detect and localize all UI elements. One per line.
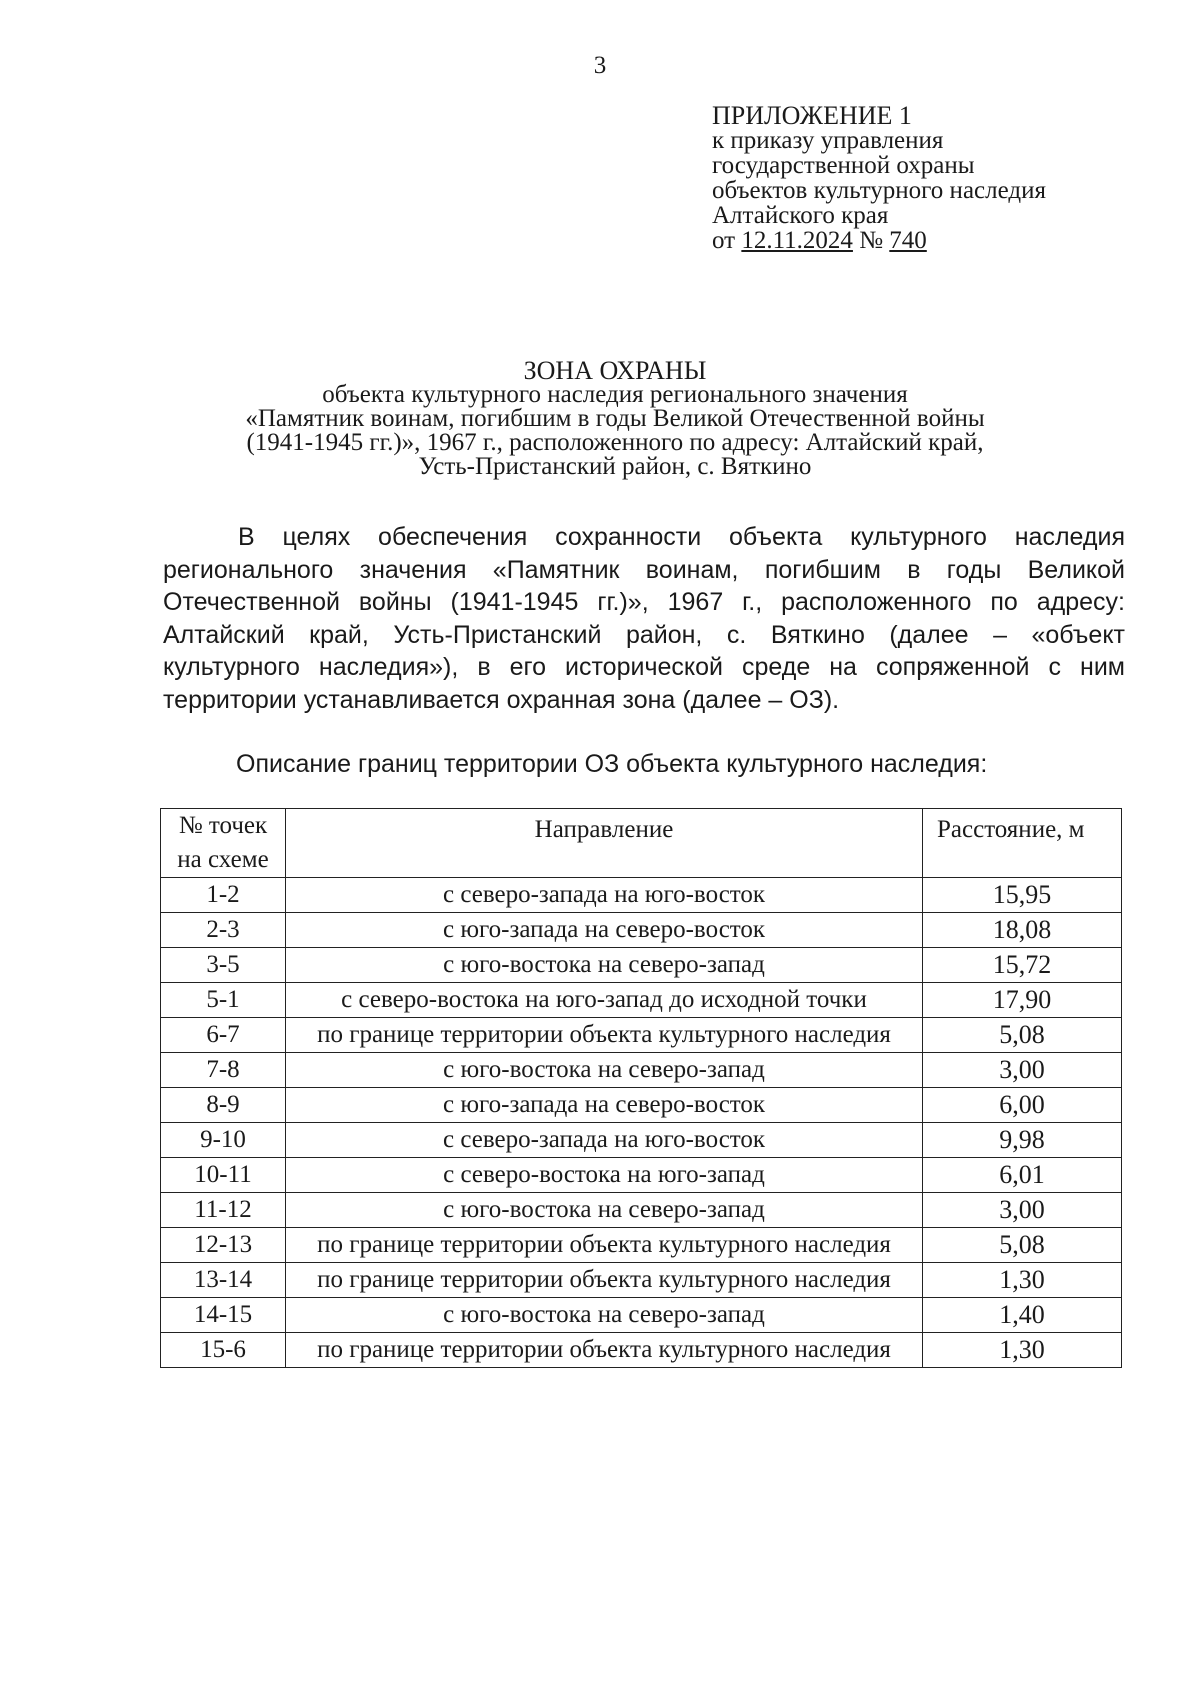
distance-cell: 3,00 — [923, 1053, 1122, 1088]
distance-cell: 5,08 — [923, 1018, 1122, 1053]
date-prefix: от — [712, 227, 736, 254]
boundary-table — [160, 808, 1122, 1368]
points-cell: 13-14 — [161, 1263, 286, 1298]
table-row — [161, 1158, 1122, 1193]
appendix-block — [712, 103, 1046, 253]
table-caption: Описание границ территории ОЗ объекта культурного наследия: — [236, 750, 988, 778]
distance-cell: 3,00 — [923, 1193, 1122, 1228]
direction-cell: с юго-востока на северо-запад — [286, 1193, 923, 1228]
table-header-row — [161, 809, 1122, 878]
table-row — [161, 1263, 1122, 1298]
zone-heading — [150, 356, 1080, 480]
direction-cell: по границе территории объекта культурного наследия — [286, 1263, 923, 1298]
table-row — [161, 878, 1122, 913]
zone-title: ЗОНА ОХРАНЫ — [523, 356, 707, 385]
points-cell: 5-1 — [161, 983, 286, 1018]
points-cell: 2-3 — [161, 913, 286, 948]
distance-cell: 6,01 — [923, 1158, 1122, 1193]
distance-cell: 6,00 — [923, 1088, 1122, 1123]
appendix-line: к приказу управления — [712, 127, 944, 154]
distance-cell: 9,98 — [923, 1123, 1122, 1158]
zone-subtitle-line: «Памятник воинам, погибшим в годы Великой Отечественной войны — [245, 405, 985, 432]
table-row — [161, 1298, 1122, 1333]
direction-cell: с юго-запада на северо-восток — [286, 1088, 923, 1123]
number-sign: № — [859, 227, 884, 254]
points-cell: 7-8 — [161, 1053, 286, 1088]
zone-subtitle-line: Усть-Пристанский район, с. Вяткино — [418, 453, 812, 480]
header-direction: Направление — [286, 809, 923, 878]
zone-subtitle-line: (1941-1945 гг.)», 1967 г., расположенного по адресу: Алтайский край, — [246, 429, 984, 456]
points-cell: 1-2 — [161, 878, 286, 913]
table-row — [161, 1088, 1122, 1123]
table-body — [161, 878, 1122, 1368]
appendix-date-line — [712, 228, 1046, 253]
table-row — [161, 983, 1122, 1018]
table-row — [161, 1333, 1122, 1368]
direction-cell: с юго-востока на северо-запад — [286, 1298, 923, 1333]
header-points-line: № точек — [178, 812, 268, 839]
intro-paragraph: В целях обеспечения сохранности объекта культурного наследия регионального значения «Памятник воинам, погибшим в годы Великой Отечественной войны (1941-1945 гг.)», 1967 г., расположенного по адресу: Алтайский край, Усть-Пристанский район, с. Вяткино (далее – «объект культурного наследия»), в его исторической среде на сопряженной с ним территории устанавливается охранная зона (далее – ОЗ). — [163, 523, 1125, 714]
distance-cell: 1,30 — [923, 1263, 1122, 1298]
points-cell: 14-15 — [161, 1298, 286, 1333]
direction-cell: с юго-востока на северо-запад — [286, 948, 923, 983]
header-points-line: на схеме — [177, 846, 269, 873]
direction-cell: по границе территории объекта культурного наследия — [286, 1333, 923, 1368]
table-row — [161, 913, 1122, 948]
table-row — [161, 1193, 1122, 1228]
appendix-line: государственной охраны — [712, 152, 975, 179]
order-date: 12.11.2024 — [741, 227, 853, 254]
points-cell: 11-12 — [161, 1193, 286, 1228]
table-row — [161, 1018, 1122, 1053]
header-points — [161, 809, 286, 878]
direction-cell: с юго-востока на северо-запад — [286, 1053, 923, 1088]
appendix-title: ПРИЛОЖЕНИЕ 1 — [712, 101, 912, 130]
order-number: 740 — [889, 227, 927, 254]
distance-cell: 5,08 — [923, 1228, 1122, 1263]
table-row — [161, 1123, 1122, 1158]
points-cell: 3-5 — [161, 948, 286, 983]
points-cell: 9-10 — [161, 1123, 286, 1158]
page-number: 3 — [593, 52, 607, 79]
distance-cell: 1,40 — [923, 1298, 1122, 1333]
direction-cell: по границе территории объекта культурного наследия — [286, 1018, 923, 1053]
distance-cell: 15,95 — [923, 878, 1122, 913]
table-row — [161, 1053, 1122, 1088]
direction-cell: с юго-запада на северо-восток — [286, 913, 923, 948]
points-cell: 12-13 — [161, 1228, 286, 1263]
direction-cell: с северо-запада на юго-восток — [286, 1123, 923, 1158]
distance-cell: 17,90 — [923, 983, 1122, 1018]
appendix-line: Алтайского края — [712, 202, 889, 229]
distance-cell: 15,72 — [923, 948, 1122, 983]
zone-subtitle-line: объекта культурного наследия регионального значения — [322, 381, 908, 408]
appendix-line: объектов культурного наследия — [712, 177, 1046, 204]
table-row — [161, 948, 1122, 983]
points-cell: 10-11 — [161, 1158, 286, 1193]
points-cell: 15-6 — [161, 1333, 286, 1368]
direction-cell: с северо-востока на юго-запад — [286, 1158, 923, 1193]
direction-cell: с северо-востока на юго-запад до исходной точки — [286, 983, 923, 1018]
points-cell: 6-7 — [161, 1018, 286, 1053]
distance-cell: 1,30 — [923, 1333, 1122, 1368]
table-row — [161, 1228, 1122, 1263]
points-cell: 8-9 — [161, 1088, 286, 1123]
distance-cell: 18,08 — [923, 913, 1122, 948]
header-distance: Расстояние, м — [923, 809, 1122, 878]
direction-cell: по границе территории объекта культурного наследия — [286, 1228, 923, 1263]
direction-cell: с северо-запада на юго-восток — [286, 878, 923, 913]
